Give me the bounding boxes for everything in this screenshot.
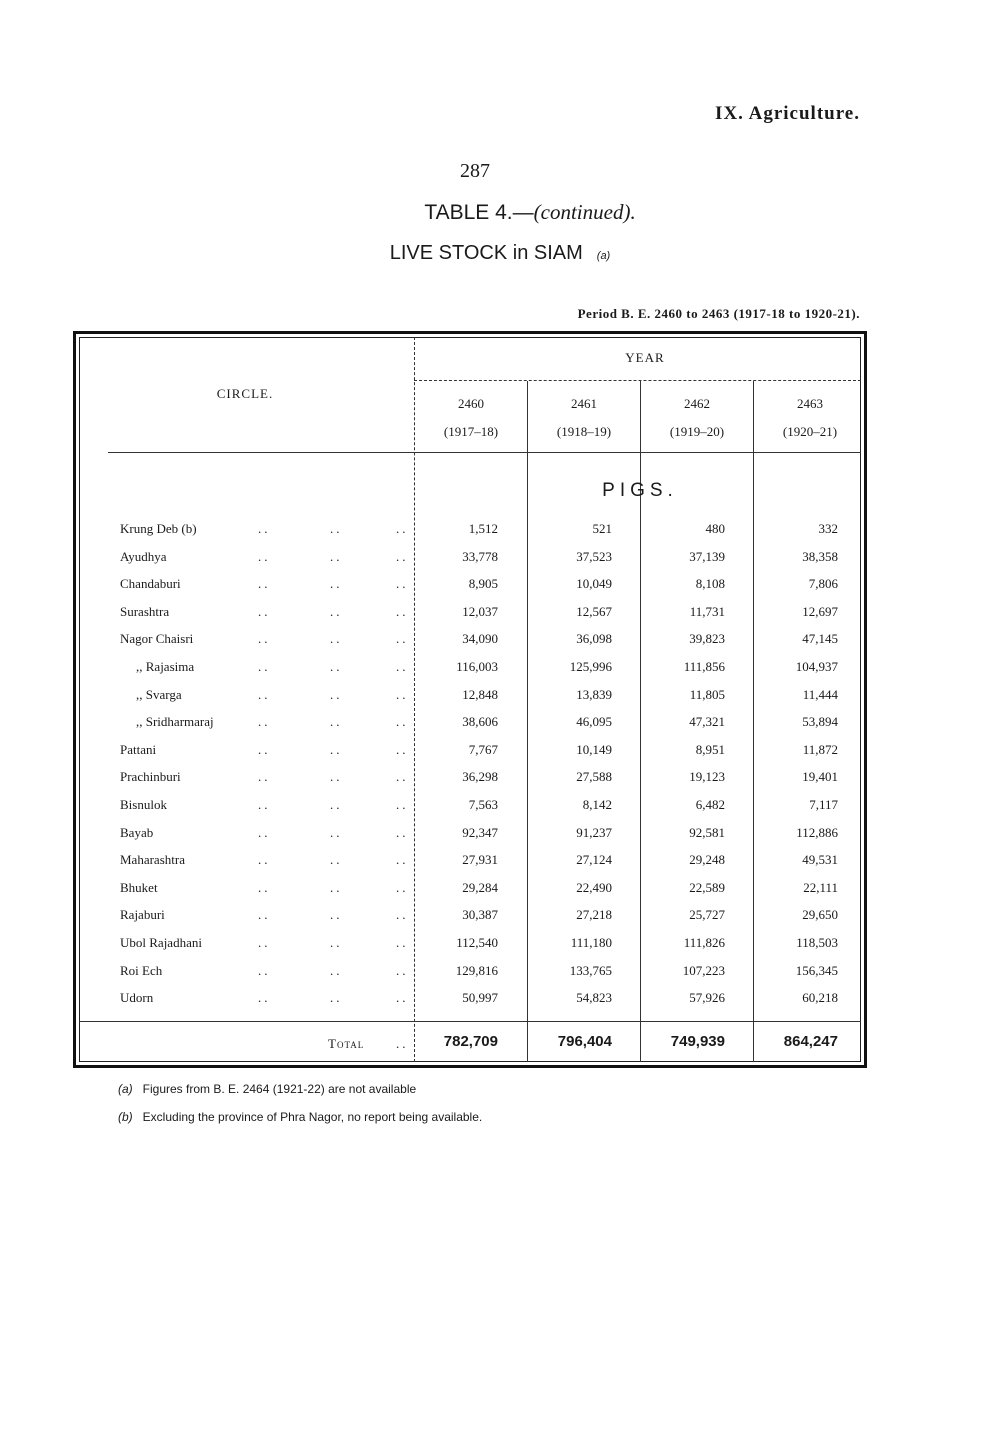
footnote-b bbox=[118, 1110, 482, 1124]
leader-dots: .. bbox=[258, 962, 271, 978]
circle-name: Bisnulok bbox=[120, 797, 167, 812]
cell-value: 53,894 bbox=[802, 714, 838, 730]
table-title-main: TABLE 4.— bbox=[424, 201, 534, 224]
leader-dots: .. bbox=[258, 907, 271, 923]
cell-value: 6,482 bbox=[695, 797, 725, 812]
leader-dots: .. bbox=[330, 686, 343, 702]
year-header: YEAR bbox=[625, 350, 665, 365]
cell-value: 27,218 bbox=[576, 907, 612, 923]
circle-header: CIRCLE. bbox=[216, 386, 274, 401]
section-label-pigs: PIGS. bbox=[602, 480, 678, 501]
table-subtitle-note: (a) bbox=[596, 250, 611, 262]
header-rule bbox=[108, 452, 861, 453]
total-label: Total bbox=[328, 1036, 365, 1051]
cell-value: 47,145 bbox=[802, 631, 838, 647]
leader-dots: .. bbox=[396, 935, 409, 950]
circle-name: Pattani bbox=[120, 741, 157, 757]
cell-value: 46,095 bbox=[576, 714, 612, 730]
cell-value: 92,581 bbox=[689, 824, 725, 840]
cell-value: 60,218 bbox=[802, 990, 838, 1006]
leader-dots: .. bbox=[396, 824, 409, 840]
leader-dots: .. bbox=[330, 852, 343, 868]
cell-value: 34,090 bbox=[462, 631, 498, 647]
leader-dots: .. bbox=[396, 714, 409, 730]
leader-dots: .. bbox=[258, 576, 271, 592]
table-row bbox=[0, 797, 991, 821]
cell-value: 27,588 bbox=[576, 769, 612, 785]
year-col-4 bbox=[755, 396, 865, 440]
leader-dots: .. bbox=[396, 879, 409, 895]
leader-dots: .. bbox=[396, 741, 409, 757]
cell-value: 107,223 bbox=[682, 962, 725, 978]
circle-name: Ayudhya bbox=[120, 548, 167, 564]
leader-dots: .. bbox=[330, 576, 343, 592]
cell-value: 29,284 bbox=[462, 879, 498, 895]
leader-dots: .. bbox=[258, 769, 271, 785]
cell-value: 7,117 bbox=[809, 797, 838, 812]
cell-value: 11,444 bbox=[802, 686, 838, 702]
leader-dots: .. bbox=[396, 797, 409, 812]
table-row bbox=[0, 852, 991, 876]
period-caption: Period B. E. 2460 to 2463 (1917-18 to 1920-21). bbox=[577, 306, 860, 321]
cell-value: 133,765 bbox=[569, 962, 612, 978]
footnote-a bbox=[118, 1082, 416, 1096]
leader-dots: .. bbox=[258, 852, 271, 868]
table-row bbox=[0, 714, 991, 738]
cell-value: 30,387 bbox=[462, 907, 498, 923]
footnote-text: Excluding the province of Phra Nagor, no report being available. bbox=[142, 1110, 483, 1124]
circle-name: ,, Svarga bbox=[136, 686, 182, 702]
circle-name: Maharashtra bbox=[120, 852, 185, 868]
page-number: 287 bbox=[460, 160, 490, 182]
cell-value: 27,124 bbox=[576, 852, 612, 868]
cell-value: 19,401 bbox=[802, 769, 838, 785]
footnote-tag: (b) bbox=[118, 1110, 133, 1124]
cell-value: 7,806 bbox=[808, 576, 838, 592]
cell-value: 12,848 bbox=[462, 686, 498, 702]
cell-value: 8,142 bbox=[582, 797, 612, 812]
cell-value: 11,731 bbox=[689, 603, 725, 619]
table-row bbox=[0, 742, 991, 766]
cell-value: 25,727 bbox=[689, 907, 725, 923]
cell-value: 12,567 bbox=[576, 603, 612, 619]
cell-value: 12,697 bbox=[802, 603, 838, 619]
cell-value: 22,589 bbox=[689, 879, 725, 895]
cell-value: 38,358 bbox=[802, 548, 838, 564]
cell-value: 332 bbox=[818, 521, 838, 536]
circle-name: Bayab bbox=[120, 824, 154, 840]
leader-dots: .. bbox=[396, 576, 409, 592]
cell-value: 111,856 bbox=[683, 659, 725, 674]
circle-name: ,, Sridharmaraj bbox=[136, 714, 214, 730]
leader-dots: .. bbox=[330, 548, 343, 564]
table-row bbox=[0, 880, 991, 904]
cell-value: 29,650 bbox=[802, 907, 838, 923]
leader-dots: .. bbox=[330, 631, 343, 647]
leader-dots: .. bbox=[396, 990, 409, 1006]
table-subtitle-text: LIVE STOCK in SIAM bbox=[389, 242, 583, 264]
year-ce: (1917–18) bbox=[443, 424, 499, 439]
table-row bbox=[0, 907, 991, 931]
table-row bbox=[0, 963, 991, 987]
table-row bbox=[0, 659, 991, 683]
cell-value: 37,139 bbox=[689, 548, 725, 564]
table-row bbox=[0, 576, 991, 600]
cell-value: 10,149 bbox=[576, 741, 612, 757]
cell-value: 22,490 bbox=[576, 879, 612, 895]
cell-value: 36,298 bbox=[462, 769, 498, 785]
section-title: IX. Agriculture. bbox=[715, 103, 860, 124]
cell-value: 91,237 bbox=[576, 824, 612, 840]
cell-value: 112,886 bbox=[796, 824, 838, 840]
table-row bbox=[0, 549, 991, 573]
year-rule bbox=[414, 380, 861, 381]
cell-value: 156,345 bbox=[795, 962, 838, 978]
cell-value: 12,037 bbox=[462, 603, 498, 619]
circle-name: ,, Rajasima bbox=[136, 659, 195, 674]
cell-value: 10,049 bbox=[576, 576, 612, 592]
leader-dots: .. bbox=[396, 548, 409, 564]
leader-dots: .. bbox=[396, 686, 409, 702]
total-rule bbox=[79, 1021, 861, 1022]
circle-name: Ubol Rajadhani bbox=[120, 935, 202, 950]
circle-name: Rajaburi bbox=[120, 907, 165, 923]
footnote-text: Figures from B. E. 2464 (1921-22) are not available bbox=[142, 1082, 417, 1096]
total-value: 796,404 bbox=[557, 1033, 612, 1050]
cell-value: 37,523 bbox=[576, 548, 612, 564]
cell-value: 50,997 bbox=[462, 990, 498, 1006]
table-subtitle bbox=[300, 242, 700, 265]
leader-dots: .. bbox=[330, 603, 343, 619]
cell-value: 13,839 bbox=[576, 686, 612, 702]
cell-value: 47,321 bbox=[689, 714, 725, 730]
leader-dots: .. bbox=[258, 990, 271, 1006]
leader-dots: .. bbox=[396, 907, 409, 923]
cell-value: 57,926 bbox=[689, 990, 725, 1006]
leader-dots: .. bbox=[258, 935, 271, 950]
circle-name: Bhuket bbox=[120, 879, 158, 895]
leader-dots: .. bbox=[258, 714, 271, 730]
leader-dots: .. bbox=[330, 990, 343, 1006]
footnote-tag: (a) bbox=[118, 1082, 133, 1096]
cell-value: 11,872 bbox=[802, 741, 838, 757]
table-row bbox=[0, 825, 991, 849]
year-ce: (1919–20) bbox=[669, 424, 725, 439]
cell-value: 8,108 bbox=[695, 576, 725, 592]
leader-dots: .. bbox=[330, 521, 343, 536]
year-be: 2462 bbox=[684, 396, 710, 411]
circle-name: Udorn bbox=[120, 990, 154, 1006]
circle-name: Roi Ech bbox=[120, 962, 163, 978]
year-ce: (1920–21) bbox=[782, 424, 838, 439]
cell-value: 118,503 bbox=[796, 935, 838, 950]
table-row bbox=[0, 935, 991, 959]
year-be: 2463 bbox=[797, 396, 823, 411]
year-ce: (1918–19) bbox=[556, 424, 612, 439]
total-value: 864,247 bbox=[783, 1033, 838, 1050]
leader-dots: .. bbox=[258, 631, 271, 647]
cell-value: 54,823 bbox=[576, 990, 612, 1006]
cell-value: 129,816 bbox=[455, 962, 498, 978]
leader-dots: .. bbox=[330, 797, 343, 812]
leader-dots: .. bbox=[330, 769, 343, 785]
leader-dots: .. bbox=[330, 962, 343, 978]
leader-dots: .. bbox=[396, 631, 409, 647]
leader-dots: .. bbox=[258, 686, 271, 702]
leader-dots: .. bbox=[396, 659, 409, 674]
table-title bbox=[330, 200, 730, 225]
table-row bbox=[0, 769, 991, 793]
total-value: 749,939 bbox=[670, 1033, 725, 1050]
circle-name: Chandaburi bbox=[120, 576, 181, 592]
cell-value: 27,931 bbox=[462, 852, 498, 868]
leader-dots: .. bbox=[396, 962, 409, 978]
circle-name: Nagor Chaisri bbox=[120, 631, 194, 647]
table-row bbox=[0, 631, 991, 655]
cell-value: 7,767 bbox=[468, 741, 498, 757]
cell-value: 36,098 bbox=[576, 631, 612, 647]
leader-dots: .. bbox=[258, 879, 271, 895]
cell-value: 39,823 bbox=[689, 631, 725, 647]
circle-name: Surashtra bbox=[120, 603, 170, 619]
cell-value: 7,563 bbox=[468, 797, 498, 812]
leader-dots: .. bbox=[330, 879, 343, 895]
year-col-1 bbox=[416, 396, 526, 440]
leader-dots: .. bbox=[258, 741, 271, 757]
cell-value: 8,951 bbox=[695, 741, 725, 757]
cell-value: 111,826 bbox=[683, 935, 725, 950]
cell-value: 116,003 bbox=[456, 659, 498, 674]
leader-dots: .. bbox=[396, 769, 409, 785]
leader-dots: .. bbox=[330, 935, 343, 950]
cell-value: 29,248 bbox=[689, 852, 725, 868]
year-be: 2461 bbox=[571, 396, 597, 411]
leader-dots: .. bbox=[258, 824, 271, 840]
year-be: 2460 bbox=[458, 396, 484, 411]
cell-value: 104,937 bbox=[795, 659, 838, 674]
leader-dots: .. bbox=[396, 521, 409, 536]
leader-dots: .. bbox=[330, 907, 343, 923]
cell-value: 38,606 bbox=[462, 714, 498, 730]
cell-value: 22,111 bbox=[803, 879, 838, 895]
cell-value: 33,778 bbox=[462, 548, 498, 564]
leader-dots: .. bbox=[396, 603, 409, 619]
leader-dots: .. bbox=[330, 824, 343, 840]
cell-value: 49,531 bbox=[802, 852, 838, 868]
leader-dots: .. bbox=[258, 659, 271, 674]
leader-dots: .. bbox=[330, 659, 343, 674]
table-title-continued: (continued). bbox=[533, 200, 636, 224]
cell-value: 8,905 bbox=[468, 576, 498, 592]
leader-dots: .. bbox=[396, 852, 409, 868]
cell-value: 111,180 bbox=[570, 935, 612, 950]
table-row bbox=[0, 521, 991, 545]
total-leader-dots: .. bbox=[396, 1036, 409, 1051]
cell-value: 19,123 bbox=[689, 769, 725, 785]
circle-name: Prachinburi bbox=[120, 769, 181, 785]
cell-value: 112,540 bbox=[456, 935, 498, 950]
leader-dots: .. bbox=[330, 741, 343, 757]
leader-dots: .. bbox=[258, 797, 271, 812]
year-col-3 bbox=[642, 396, 752, 440]
total-value: 782,709 bbox=[443, 1033, 498, 1050]
leader-dots: .. bbox=[258, 521, 271, 536]
cell-value: 92,347 bbox=[462, 824, 498, 840]
cell-value: 1,512 bbox=[468, 521, 498, 536]
cell-value: 480 bbox=[705, 521, 725, 536]
circle-name: Krung Deb (b) bbox=[120, 521, 197, 536]
cell-value: 521 bbox=[592, 521, 612, 536]
table-row bbox=[0, 687, 991, 711]
leader-dots: .. bbox=[258, 548, 271, 564]
cell-value: 125,996 bbox=[569, 659, 612, 674]
cell-value: 11,805 bbox=[689, 686, 725, 702]
leader-dots: .. bbox=[330, 714, 343, 730]
table-row bbox=[0, 604, 991, 628]
year-col-2 bbox=[529, 396, 639, 440]
leader-dots: .. bbox=[258, 603, 271, 619]
table-row bbox=[0, 990, 991, 1014]
